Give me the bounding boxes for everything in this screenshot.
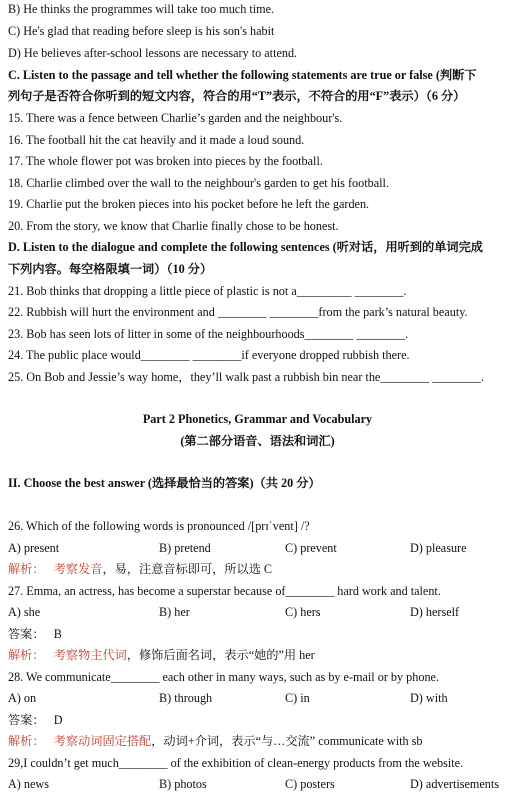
answer-label: 答案：: [8, 627, 45, 641]
section-ii-heading: II. Choose the best answer (选择最恰当的答案)（共 20 分）: [8, 476, 321, 490]
question-stem: 26. Which of the following words is pronounced /[prɪˈvent] /?: [8, 519, 310, 533]
answer-option: B) through: [159, 691, 213, 705]
section-c-heading-cont: 列句子是否符合你听到的短文内容，符合的用“T”表示，不符合的用“F”表示）（6 分）: [8, 89, 466, 103]
analysis-label: 解析：: [8, 562, 45, 576]
option-line: D) He believes after-school lessons are necessary to attend.: [8, 46, 298, 60]
answer-option: B) her: [159, 605, 190, 619]
analysis-line: [8, 647, 509, 663]
statement-item: 20. From the story, we know that Charlie finally chose to be honest.: [8, 219, 339, 233]
analysis-keyword: 考察物主代词: [53, 648, 127, 662]
answer-option: B) photos: [159, 777, 207, 791]
question-stem: 27. Emma, an actress, has become a superstar because of________ hard work and talent.: [8, 584, 441, 598]
answer-option: A) present: [8, 541, 60, 555]
answer-line: [8, 626, 509, 642]
answer-option: C) posters: [285, 777, 335, 791]
answer-option: A) she: [8, 605, 41, 619]
analysis-label: 解析：: [8, 734, 45, 748]
analysis-keyword: 考察发音: [53, 562, 103, 576]
answer-label: 答案：: [8, 713, 45, 727]
analysis-label: 解析：: [8, 648, 45, 662]
answer-value: B: [53, 627, 62, 641]
fill-blank-item: 24. The public place would________ ________if everyone dropped rubbish there.: [8, 348, 410, 362]
answer-option: A) news: [8, 777, 49, 791]
option-line: C) He's glad that reading before sleep is his son's habit: [8, 24, 275, 38]
section-c-heading: C. Listen to the passage and tell whether the following statements are true or false (判断下: [8, 68, 477, 82]
statement-item: 17. The whole flower pot was broken into pieces by the football.: [8, 154, 323, 168]
fill-blank-item: 22. Rubbish will hurt the environment and ________ ________from the park’s natural beauty.: [8, 305, 468, 319]
analysis-line: [8, 733, 509, 749]
option-line: B) He thinks the programmes will take too much time.: [8, 2, 275, 16]
answer-value: D: [53, 713, 63, 727]
question-stem: 28. We communicate________ each other in many ways, such as by e-mail or by phone.: [8, 670, 440, 684]
part-subtitle: (第二部分语音、语法和词汇): [180, 434, 335, 448]
section-d-heading: D. Listen to the dialogue and complete the following sentences (听对话，用听到的单词完成: [8, 240, 483, 254]
analysis-text: ，修饰后面名词，表示“她的”用 her: [126, 648, 315, 662]
analysis-text: ，易，注意音标即可，所以选 C: [102, 562, 273, 576]
answer-option: A) on: [8, 691, 37, 705]
statement-item: 18. Charlie climbed over the wall to the neighbour's garden to get his football.: [8, 176, 389, 190]
answer-option: C) prevent: [285, 541, 337, 555]
answer-line: [8, 712, 509, 728]
answer-option: D) pleasure: [410, 541, 467, 555]
answer-option: C) hers: [285, 605, 321, 619]
answer-option: B) pretend: [159, 541, 211, 555]
answer-option: D) advertisements: [410, 777, 500, 791]
answer-option: D) with: [410, 691, 448, 705]
statement-item: 16. The football hit the cat heavily and it made a loud sound.: [8, 133, 305, 147]
answer-option: D) herself: [410, 605, 460, 619]
fill-blank-item: 23. Bob has seen lots of litter in some of the neighbourhoods________ ________.: [8, 327, 409, 341]
analysis-line: [8, 561, 509, 577]
analysis-keyword: 考察动词固定搭配: [53, 734, 152, 748]
fill-blank-item: 21. Bob thinks that dropping a little piece of plastic is not a_________ ________.: [8, 284, 407, 298]
analysis-text: ，动词+介词，表示“与…交流” communicate with sb: [151, 734, 423, 748]
answer-option: C) in: [285, 691, 310, 705]
fill-blank-item: 25. On Bob and Jessie’s way home，they’ll walk past a rubbish bin near the________ ________.: [8, 370, 484, 384]
statement-item: 15. There was a fence between Charlie’s garden and the neighbour's.: [8, 111, 343, 125]
statement-item: 19. Charlie put the broken pieces into his pocket before he left the garden.: [8, 197, 370, 211]
question-stem: 29,I couldn’t get much________ of the exhibition of clean-energy products from the website.: [8, 756, 464, 770]
section-d-heading-cont: 下列内容。每空格限填一词）（10 分）: [8, 262, 213, 276]
part-title: Part 2 Phonetics, Grammar and Vocabulary: [142, 412, 373, 426]
